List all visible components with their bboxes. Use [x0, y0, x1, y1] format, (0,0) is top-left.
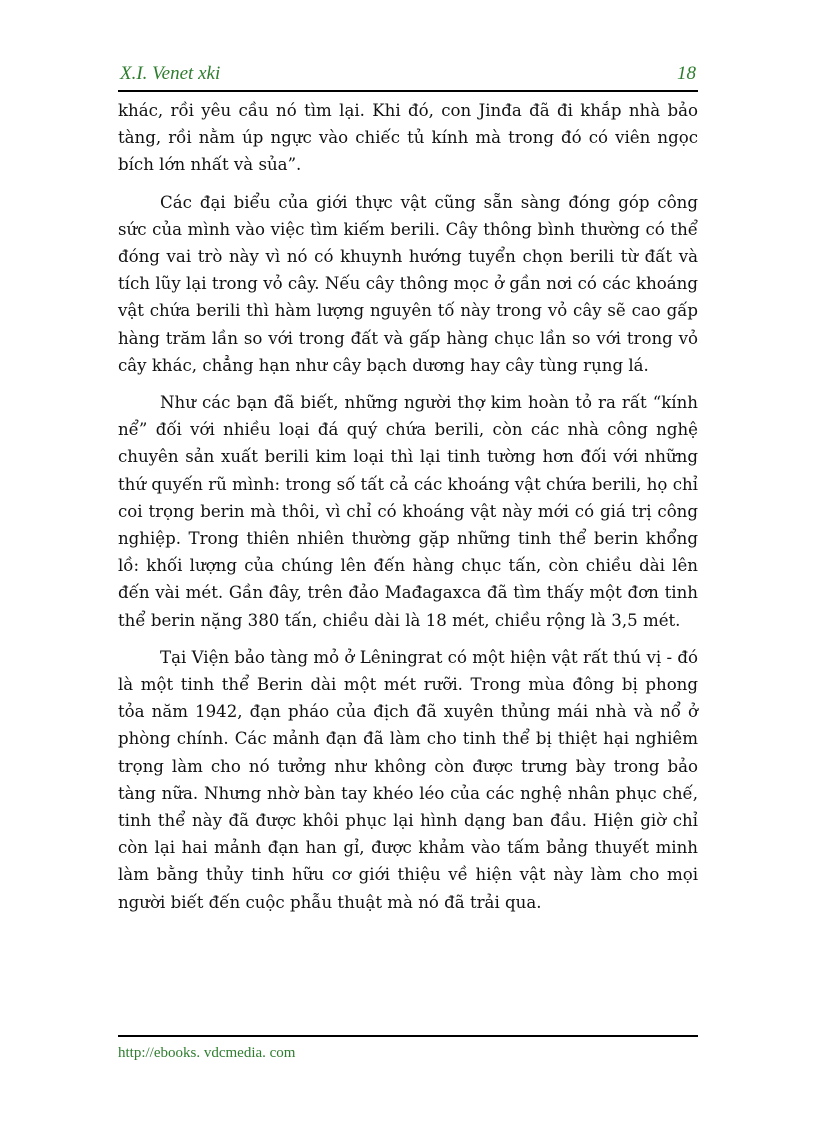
paragraph-continuation: khác, rồi yêu cầu nó tìm lại. Khi đó, con Jinđa đã đi khắp nhà bảo tàng, rồi nằm úp ngực vào chiếc tủ kính mà trong đó có viên ngọc bích lớn nhất và sủa”.: [118, 101, 698, 175]
page-number: 18: [677, 63, 696, 84]
paragraph: Như các bạn đã biết, những người thợ kim hoàn tỏ ra rất “kính nể” đối với nhiều loại đá quý chứa berili, còn các nhà công nghệ chuyên sản xuất berili kim loại thì lại tinh tường hơn đối với những thứ quyến rũ mình: trong số tất cả các khoáng vật chứa berili, họ chỉ coi trọng berin mà thôi, vì chỉ có khoáng vật này mới có giá trị công nghiệp. Trong thiên nhiên thường gặp những tinh thể berin khổng lồ: khối lượng của chúng lên đến hàng chục tấn, còn chiều dài lên đến vài mét. Gần đây, trên đảo Mađagaxca đã tìm thấy một đơn tinh thể berin nặng 380 tấn, chiều dài là 18 mét, chiều rộng là 3,5 mét.: [118, 393, 698, 630]
paragraph: Tại Viện bảo tàng mỏ ở Lêningrat có một hiện vật rất thú vị - đó là một tinh thể Berin dài một mét rưỡi. Trong mùa đông bị phong tỏa năm 1942, đạn pháo của địch đã xuyên thủng mái nhà và nổ ở phòng chính. Các mảnh đạn đã làm cho tinh thể bị thiệt hại nghiêm trọng làm cho nó tưởng như không còn được trưng bày trong bảo tàng nữa. Nhưng nhờ bàn tay khéo léo của các nghệ nhân phục chế, tinh thể này đã được khôi phục lại hình dạng ban đầu. Hiện giờ chỉ còn lại hai mảnh đạn han gỉ, được khảm vào tấm bảng thuyết minh làm bằng thủy tinh hữu cơ giới thiệu về hiện vật này làm cho mọi người biết đến cuộc phẫu thuật mà nó đã trải qua.: [118, 647, 698, 912]
footer-divider: [118, 1035, 698, 1037]
page-header: [118, 60, 698, 92]
header-author: X.I. Venet xki: [120, 63, 221, 84]
paragraph: Các đại biểu của giới thực vật cũng sẵn sàng đóng góp công sức của mình vào việc tìm kiếm berili. Cây thông bình thường có thể đóng vai trò này vì nó có khuynh hướng tuyển chọn berili từ đất và tích lũy lại trong vỏ cây. Nếu cây thông mọc ở gần nơi có các khoáng vật chứa berili thì hàm lượng nguyên tố này trong vỏ cây sẽ cao gấp hàng trăm lần so với trong đất và gấp hàng chục lần so với trong vỏ cây khác, chẳng hạn như cây bạch dương hay cây tùng rụng lá.: [118, 192, 698, 375]
body-text: [118, 97, 698, 926]
footer-url: http://ebooks. vdcmedia. com: [118, 1045, 296, 1061]
